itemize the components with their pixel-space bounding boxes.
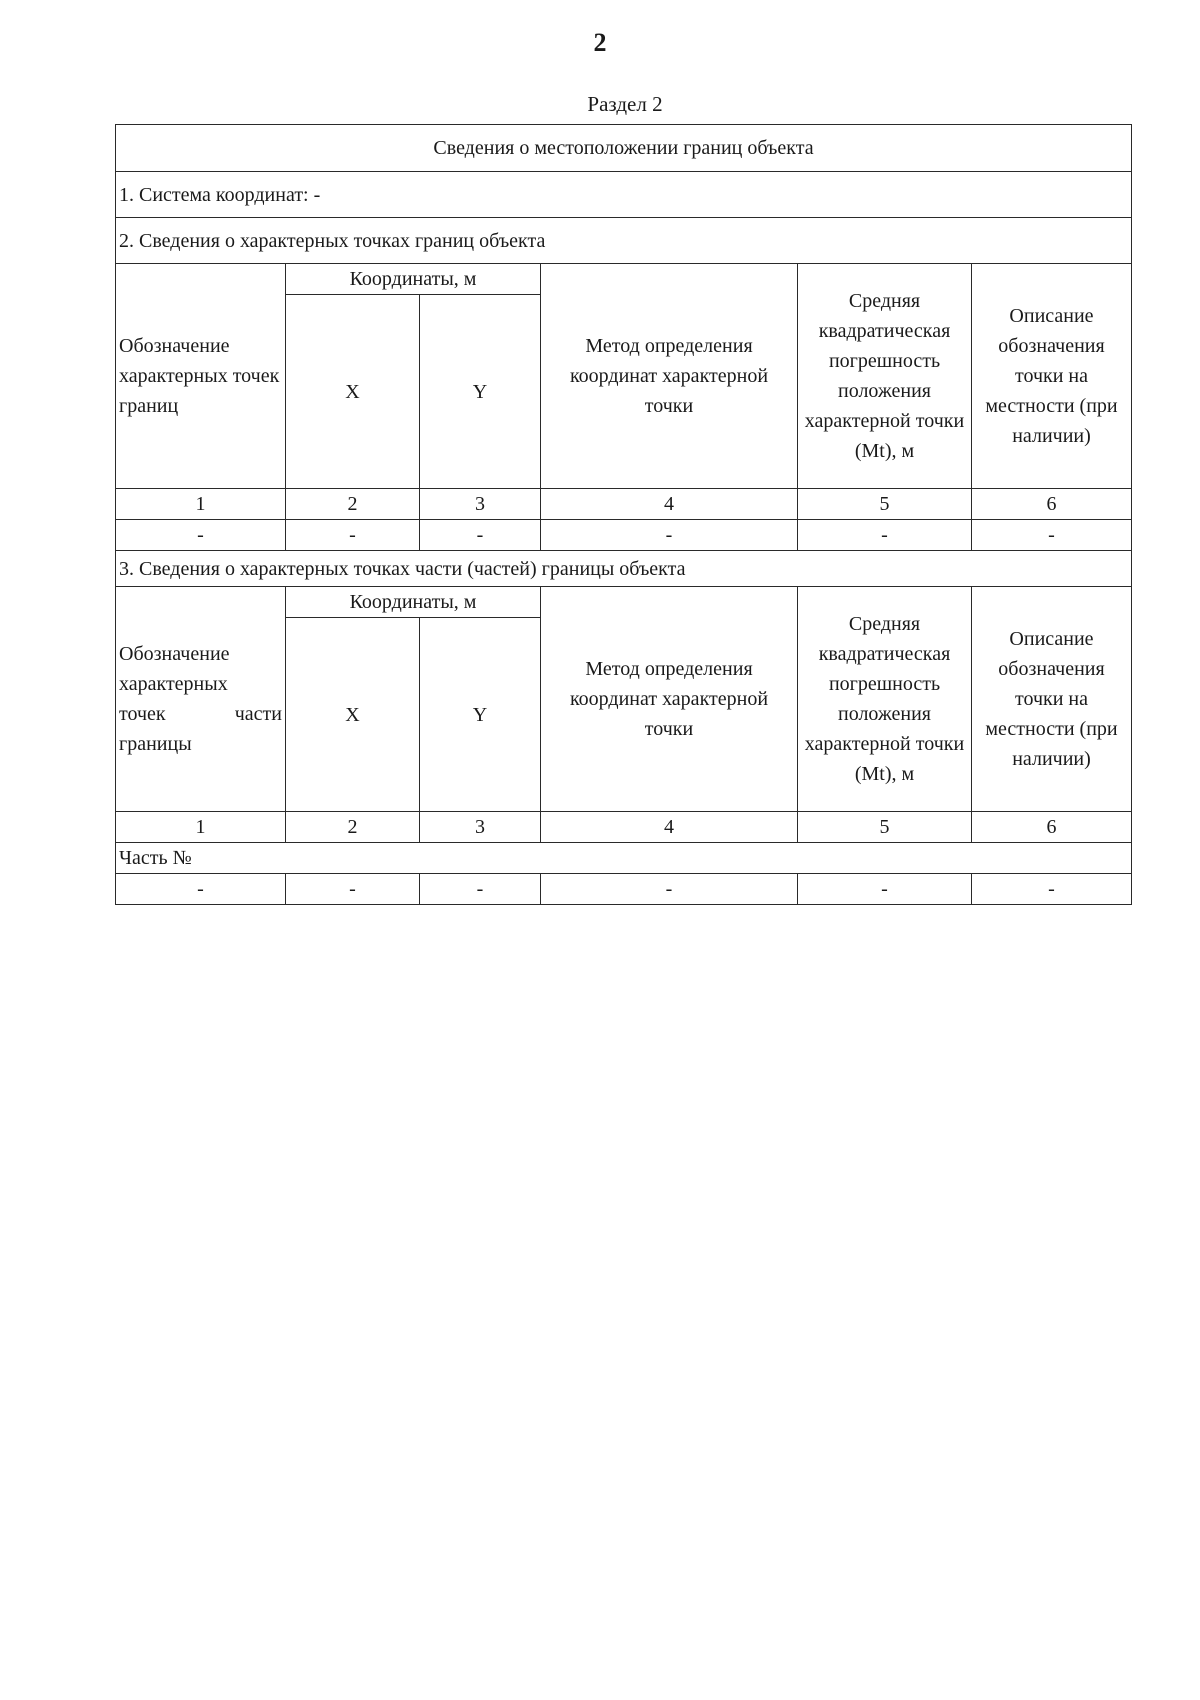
s3-num: 1 xyxy=(116,812,286,843)
part-label: Часть № xyxy=(116,843,1132,874)
s2-cell: - xyxy=(420,520,541,551)
s3-designation-line: Обозначение xyxy=(119,643,230,665)
s3-cell: - xyxy=(541,874,798,905)
page-number: 2 xyxy=(593,28,607,57)
s2-cell: - xyxy=(798,520,972,551)
s3-cell: - xyxy=(116,874,286,905)
s3-cell: - xyxy=(972,874,1132,905)
s2-cell: - xyxy=(116,520,286,551)
s2-num: 3 xyxy=(420,489,541,520)
s2-num: 5 xyxy=(798,489,972,520)
s2-coords-header: Координаты, м xyxy=(286,264,541,295)
section-label: Раздел 2 xyxy=(587,92,663,116)
s2-cell: - xyxy=(286,520,420,551)
table-row xyxy=(116,874,1132,905)
s3-num: 2 xyxy=(286,812,420,843)
table-title: Сведения о местоположении границ объекта xyxy=(116,125,1132,172)
s2-num: 6 xyxy=(972,489,1132,520)
s3-cell: - xyxy=(798,874,972,905)
boundary-table xyxy=(115,124,1132,905)
s3-col-y: Y xyxy=(420,618,541,812)
coordinate-system: 1. Система координат: - xyxy=(116,172,1132,218)
s3-cell: - xyxy=(286,874,420,905)
s2-col-y: Y xyxy=(420,295,541,489)
s2-num: 2 xyxy=(286,489,420,520)
s3-num: 5 xyxy=(798,812,972,843)
s3-designation-line: границы xyxy=(119,733,192,755)
s2-cell: - xyxy=(972,520,1132,551)
table-row xyxy=(116,520,1132,551)
s2-num: 1 xyxy=(116,489,286,520)
s2-col-description: Описание обозначения точки на местности (при наличии) xyxy=(972,264,1132,489)
s3-cell: - xyxy=(420,874,541,905)
s3-num: 4 xyxy=(541,812,798,843)
s3-num: 3 xyxy=(420,812,541,843)
s3-designation-line: характерных xyxy=(119,673,228,695)
s3-designation-line: точек части xyxy=(119,703,282,725)
s3-coords-header: Координаты, м xyxy=(286,587,541,618)
s3-col-description: Описание обозначения точки на местности (при наличии) xyxy=(972,587,1132,812)
section3-heading: 3. Сведения о характерных точках части (частей) границы объекта xyxy=(116,551,1132,587)
s3-col-x: X xyxy=(286,618,420,812)
s2-col-x: X xyxy=(286,295,420,489)
s2-col-designation: Обозначение характерных точек границ xyxy=(116,264,286,489)
s2-col-method: Метод определения координат характерной точки xyxy=(541,264,798,489)
s3-num: 6 xyxy=(972,812,1132,843)
s2-cell: - xyxy=(541,520,798,551)
s2-num: 4 xyxy=(541,489,798,520)
s3-col-error: Средняя квадратическая погрешность положения характерной точки (Mt), м xyxy=(798,587,972,812)
s2-col-error: Средняя квадратическая погрешность положения характерной точки (Mt), м xyxy=(798,264,972,489)
section2-heading: 2. Сведения о характерных точках границ объекта xyxy=(116,218,1132,264)
s3-col-designation xyxy=(116,587,286,812)
s3-col-method: Метод определения координат характерной точки xyxy=(541,587,798,812)
